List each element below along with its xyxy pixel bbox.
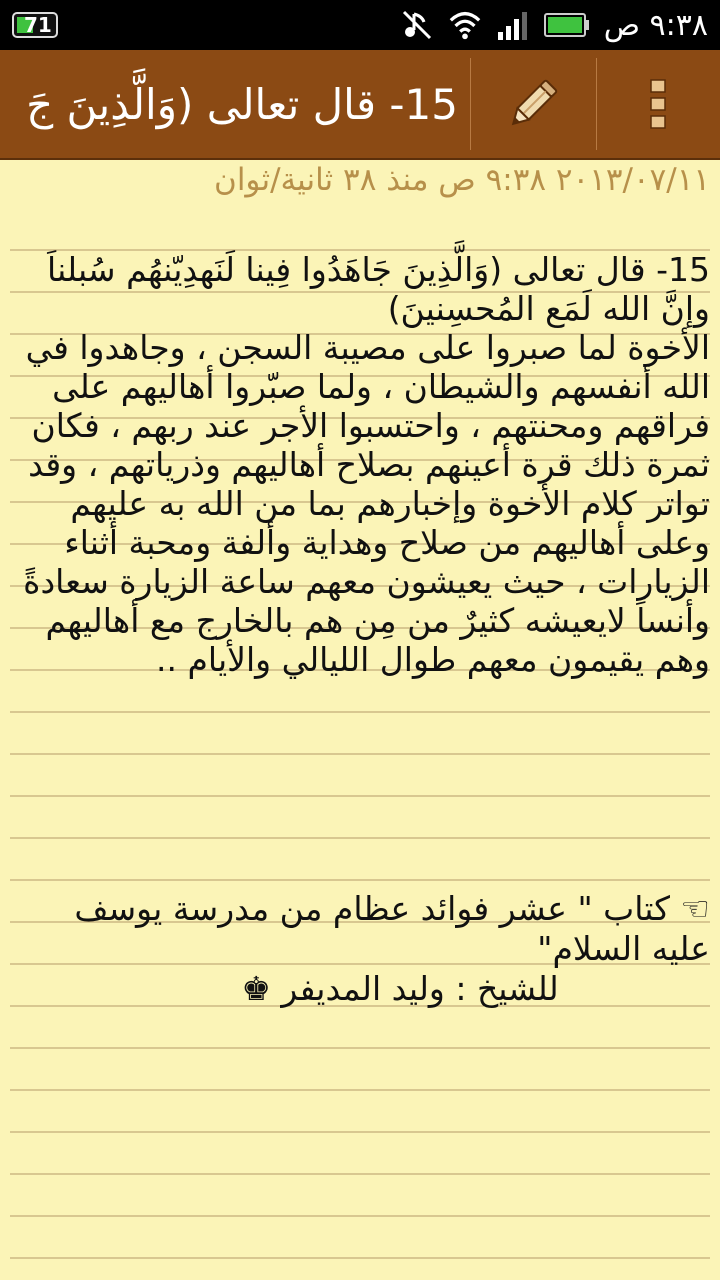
notification-count: 71 [24,13,52,37]
status-clock: ٩:٣٨ ص [603,7,708,43]
notification-badge-icon [12,12,58,38]
author-line: للشيخ : وليد المديفر ♚ [241,969,559,1008]
note-body[interactable] [0,158,720,1280]
pencil-icon [503,74,563,134]
wifi-icon [448,8,482,42]
note-title-text: 15- قال تعالى (وَالَّذِينَ جَ [26,79,458,129]
edit-button[interactable] [471,50,595,158]
action-bar [0,50,720,160]
signal-icon [496,8,530,42]
note-footer [10,889,710,1009]
note-text: 15- قال تعالى (وَالَّذِينَ جَاهَدُوا فِينا لَنَهدِيّنهُم سُبلناَ وإنَّ الله لَمَع المُحسِنينَ) الأخوة لما صبروا على مصيبة السجن ، وجاهدوا في الله أنفسهم والشيطان ، ولما صبّروا أهاليهم على فراقهم ومحنتهم ، واحتسبوا الأجر عند ربهم ، فكان ثمرة ذلك قرة أعينهم بصلاح أهاليهم وذرياتهم ، وقد تواتر كلام الأخوة وإخبارهم بما من الله به عليهم وعلى أهاليهم من صلاح وهداية وألفة ومحبة أثناء الزيارات ، حيث يعيشون معهم ساعة الزيارة سعادةً وأنساً لايعيشه كثيرٌ من مِن هم بالخارج مع أهاليهم وهم يقيمون معهم طوال الليالي والأيام .. [23,250,710,679]
note-title[interactable] [8,50,458,158]
overflow-menu-button[interactable] [597,50,720,158]
muted-icon [400,8,434,42]
note-timestamp: ٢٠١٣/٠٧/١١ ٩:٣٨ ص منذ ٣٨ ثانية/ثوان [214,162,710,198]
battery-icon [544,8,590,42]
status-bar [0,0,720,50]
overflow-menu-icon [649,78,669,130]
book-reference: ☜ كتاب " عشر فوائد عظام من مدرسة يوسف عليه السلام" [74,889,710,968]
